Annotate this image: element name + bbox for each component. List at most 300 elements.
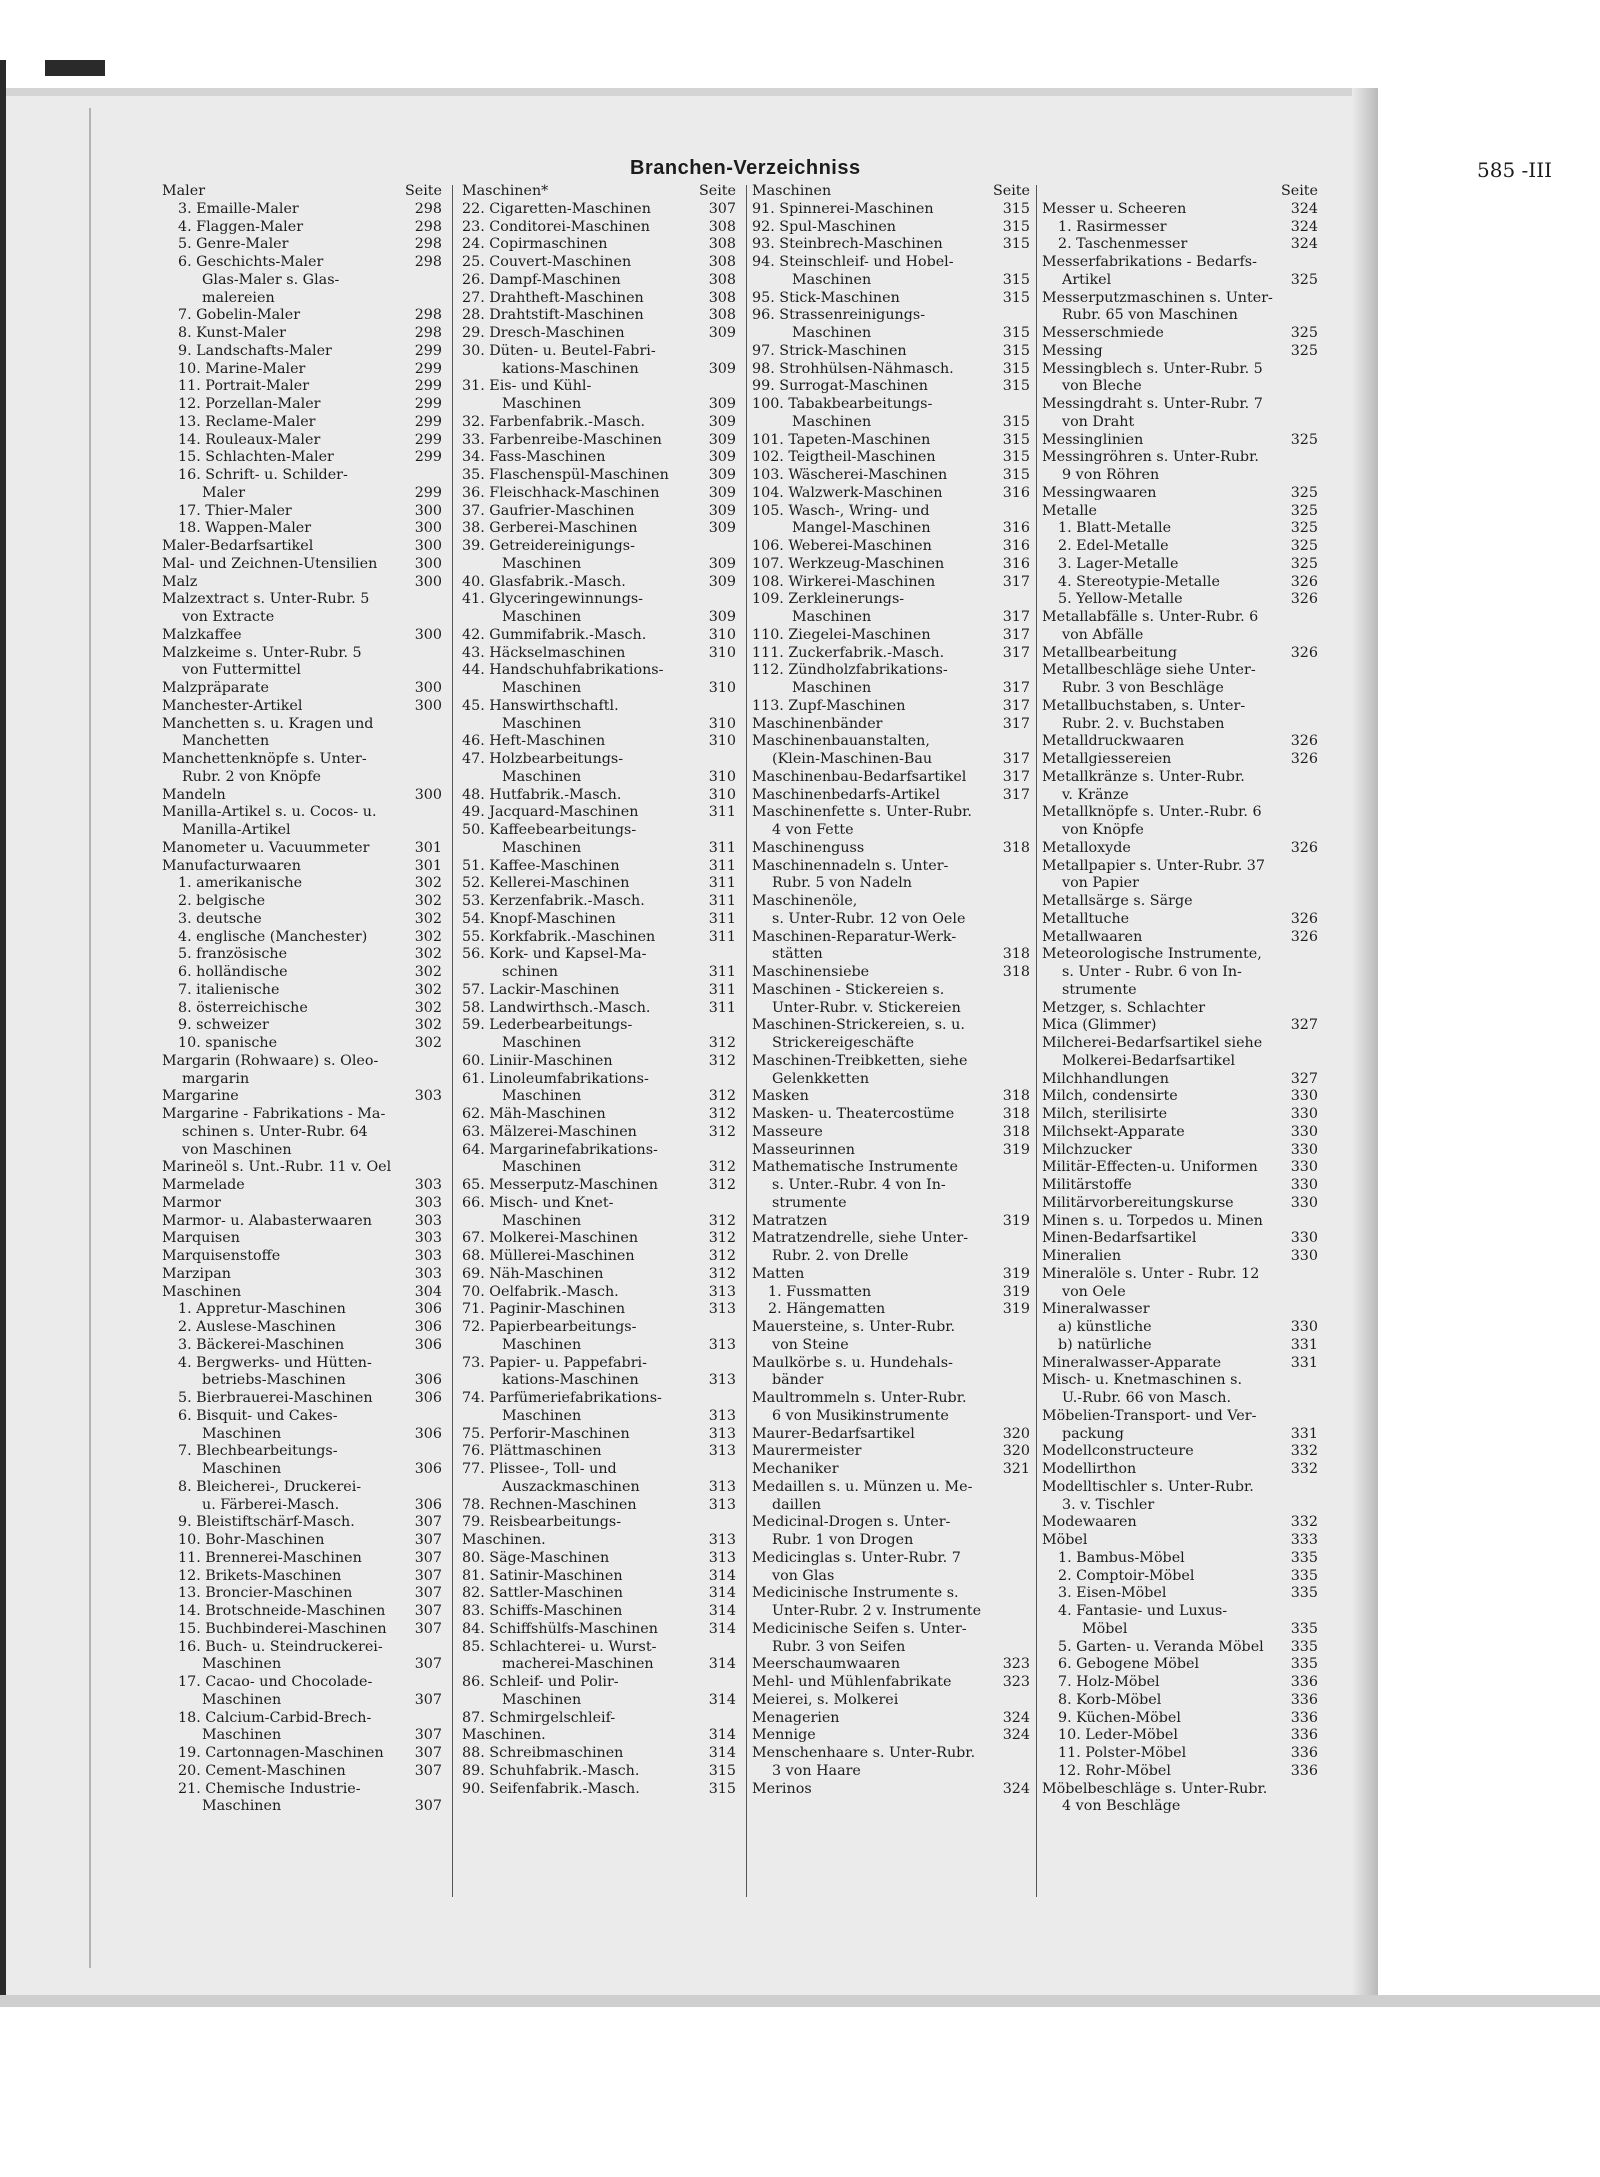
dot-leader [1142, 936, 1287, 941]
entry-text: Manilla-Artikel [182, 822, 291, 838]
index-entry [1042, 1319, 1318, 1337]
index-entry [162, 1710, 442, 1728]
entry-text: 75. Perforir-Maschinen [462, 1425, 630, 1442]
index-entry [162, 911, 442, 929]
page-ref: 335 [1290, 1620, 1318, 1637]
dot-leader [804, 1273, 999, 1278]
entry-text: 3. Bäckerei-Maschinen [178, 1336, 345, 1353]
dot-leader [245, 492, 412, 497]
index-entry [1042, 716, 1318, 734]
page-ref: 306 [414, 1496, 442, 1513]
entry-text: Maschinenbauanstalten, [752, 733, 930, 750]
dot-leader [581, 1415, 706, 1420]
index-entry [462, 1372, 736, 1390]
entry-text: Mechaniker [752, 1461, 839, 1477]
entry-text: Menschenhaare s. Unter-Rubr. [752, 1745, 976, 1761]
page-ref: 335 [1290, 1549, 1318, 1566]
index-entry [462, 716, 736, 734]
page-ref: 315 [1002, 325, 1030, 341]
index-entry [752, 680, 1030, 698]
dot-leader [355, 1521, 412, 1526]
page-ref: 317 [1002, 786, 1030, 803]
entry-text: 2. Auslese-Maschinen [178, 1319, 336, 1335]
page-ref: 314 [708, 1727, 736, 1744]
index-entry [462, 432, 736, 450]
page-ref: 326 [1290, 910, 1318, 927]
index-entry [752, 1781, 1030, 1799]
index-entry [1042, 787, 1318, 805]
index-entry [752, 1745, 1030, 1763]
entry-text: Malzpräparate [162, 680, 270, 696]
page-ref: 311 [708, 893, 736, 909]
index-entry [752, 1301, 1030, 1319]
index-entry [162, 858, 442, 876]
entry-text: Messingblech s. Unter-Rubr. 5 [1042, 360, 1263, 377]
entry-text: 11. Brennerei-Maschinen [178, 1549, 362, 1566]
dot-leader [231, 1273, 412, 1278]
page-ref: 307 [414, 1691, 442, 1708]
index-entry [1042, 1159, 1318, 1177]
dot-leader [352, 1592, 411, 1597]
index-entry [162, 1319, 442, 1337]
entry-text: 40. Glasfabrik.-Masch. [462, 573, 626, 590]
entry-text: Möbel [1042, 1532, 1088, 1548]
page-ref: 309 [708, 609, 736, 625]
page-ref: 313 [708, 1549, 736, 1566]
index-entry [162, 698, 442, 716]
entry-text: 5. französische [178, 946, 288, 963]
dot-leader [650, 1007, 705, 1012]
column-heading: Maschinen [752, 183, 832, 199]
entry-text: 7. Gobelin-Maler [178, 307, 301, 324]
dot-leader [871, 421, 1000, 426]
page-ref: 324 [1002, 1727, 1030, 1744]
index-entry [162, 574, 442, 592]
dot-leader [1187, 243, 1287, 248]
entry-text: Unter-Rubr. 2 v. Instrumente [772, 1603, 982, 1619]
index-entry [752, 520, 1030, 538]
index-entry [162, 1230, 442, 1248]
dot-leader [1178, 1734, 1288, 1739]
page-ref: 317 [1002, 644, 1030, 661]
entry-text: Maschinen [202, 1461, 282, 1477]
page-top-edge [6, 88, 1378, 96]
entry-text: 59. Lederbearbeitungs- [462, 1017, 633, 1034]
entry-text: 20. Cement-Maschinen [178, 1762, 346, 1779]
index-entry [162, 1106, 442, 1124]
index-entry [462, 503, 736, 521]
page-ref: 299 [414, 378, 442, 395]
index-entry [462, 378, 736, 396]
dot-leader [651, 208, 706, 213]
entry-text: Auszackmaschinen [502, 1478, 640, 1495]
index-entry [162, 1443, 442, 1461]
entry-text: 3. Lager-Metalle [1058, 555, 1179, 572]
entry-text: Masken [752, 1088, 809, 1105]
page-ref: 308 [708, 254, 736, 270]
page-ref: 309 [708, 467, 736, 483]
index-entry [162, 432, 442, 450]
page-ref: 303 [414, 1265, 442, 1282]
entry-text: 65. Messerputz-Maschinen [462, 1177, 658, 1193]
dot-leader [581, 1699, 706, 1704]
index-entry [462, 1674, 736, 1692]
dot-leader [279, 989, 411, 994]
dot-leader [623, 1575, 706, 1580]
index-entry [462, 822, 736, 840]
dot-leader [928, 385, 1000, 390]
entry-text: Maschinenbedarfs-Artikel [752, 786, 940, 803]
page-ref: 331 [1290, 1425, 1318, 1442]
entry-text: Maschinen [502, 396, 582, 412]
entry-text: 70. Oelfabrik.-Masch. [462, 1283, 619, 1300]
index-entry [462, 1763, 736, 1781]
index-entry [162, 1248, 442, 1266]
entry-text: 57. Lackir-Maschinen [462, 981, 620, 998]
entry-text: 46. Heft-Maschinen [462, 733, 606, 750]
entry-text: 6. holländische [178, 964, 288, 980]
dot-leader [1169, 545, 1288, 550]
page-ref: 303 [414, 1230, 442, 1247]
dot-leader [645, 900, 706, 905]
entry-text: 8. Korb-Möbel [1058, 1691, 1162, 1708]
entry-text: Messingdraht s. Unter-Rubr. 7 [1042, 396, 1263, 412]
entry-text: Maschinen-Strickereien, s. u. [752, 1017, 965, 1034]
index-entry [752, 840, 1030, 858]
page-ref: 311 [708, 839, 736, 856]
index-entry [752, 307, 1030, 325]
index-entry [462, 875, 736, 893]
page-ref: 310 [708, 626, 736, 643]
entry-text: betriebs-Maschinen [202, 1372, 346, 1389]
entry-text: Mandeln [162, 786, 226, 803]
entry-text: 90. Seifenfabrik.-Masch. [462, 1780, 640, 1797]
dot-leader [605, 456, 705, 461]
entry-text: Maschinen [792, 609, 872, 625]
dot-leader [281, 1805, 412, 1810]
entry-text: 62. Mäh-Maschinen [462, 1106, 606, 1122]
dot-leader [344, 1344, 411, 1349]
index-entry [752, 1479, 1030, 1497]
dot-leader [1129, 918, 1288, 923]
column-header [462, 183, 736, 201]
index-entry [1042, 556, 1318, 574]
dot-leader [1186, 1752, 1288, 1757]
page-ref: 317 [1002, 697, 1030, 714]
column-header [1042, 183, 1318, 201]
page-ref: 302 [414, 893, 442, 909]
entry-text: 73. Papier- u. Pappefabri- [462, 1354, 647, 1371]
entry-text: 10. Bohr-Maschinen [178, 1532, 325, 1548]
entry-text: 91. Spinnerei-Maschinen [752, 200, 934, 217]
dot-leader [341, 1575, 411, 1580]
index-entry [462, 1532, 736, 1550]
entry-text: 10. Leder-Möbel [1058, 1727, 1178, 1744]
entry-text: 100. Tabakbearbeitungs- [752, 396, 933, 412]
dot-leader [269, 1024, 412, 1029]
index-entry [162, 1142, 442, 1160]
dot-leader [581, 616, 706, 621]
index-entry [752, 1639, 1030, 1657]
dot-leader [947, 474, 999, 479]
dot-leader [658, 1628, 706, 1633]
index-entry [462, 574, 736, 592]
entry-text: Maschinen. [462, 1532, 546, 1548]
entry-text: 16. Buch- u. Steindruckerei- [178, 1638, 383, 1655]
index-entry [162, 1035, 442, 1053]
entry-text: Manchetten s. u. Kragen und [162, 715, 374, 732]
index-entry [1042, 1390, 1318, 1408]
dot-leader [639, 368, 706, 373]
dot-leader [622, 1610, 705, 1615]
entry-text: Maschinen [202, 1727, 282, 1744]
entry-text: 36. Fleischhack-Maschinen [462, 484, 660, 501]
entry-text: von Extracte [182, 609, 275, 625]
page-ref: 319 [1002, 1212, 1030, 1229]
index-entry [462, 1497, 736, 1515]
dot-leader [631, 261, 706, 266]
dot-leader [900, 297, 1000, 302]
entry-text: von Steine [772, 1336, 849, 1353]
entry-text: 88. Schreibmaschinen [462, 1745, 624, 1761]
page-ref: 306 [414, 1461, 442, 1477]
dot-leader [369, 847, 411, 852]
entry-text: Rubr. 2 von Knöpfe [182, 768, 321, 785]
column-header [162, 183, 442, 201]
entry-text: 42. Gummifabrik.-Masch. [462, 626, 647, 643]
page-ref: 321 [1002, 1461, 1030, 1477]
dot-leader [1166, 1592, 1287, 1597]
entry-text: 101. Tapeten-Maschinen [752, 431, 931, 448]
dot-leader [321, 403, 412, 408]
entry-text: Milch, condensirte [1042, 1088, 1178, 1105]
entry-text: Rubr. 5 von Nadeln [772, 875, 912, 892]
page-ref: 318 [1002, 839, 1030, 856]
entry-text: Marquisen [162, 1230, 240, 1247]
index-entry [1042, 1674, 1318, 1692]
index-entry [162, 1337, 442, 1355]
page-ref: 336 [1290, 1727, 1318, 1744]
page-ref: 324 [1290, 200, 1318, 217]
dot-leader [1097, 510, 1288, 515]
entry-text: 3. Emaille-Maler [178, 200, 299, 217]
index-entry [752, 609, 1030, 627]
index-entry [1042, 1142, 1318, 1160]
index-entry [752, 254, 1030, 272]
page-ref: 300 [414, 555, 442, 572]
index-entry [752, 929, 1030, 947]
entry-text: 58. Landwirthsch.-Masch. [462, 999, 651, 1016]
page-ref: 306 [414, 1319, 442, 1335]
entry-text: Rubr. 2. v. Buchstaben [1062, 715, 1225, 732]
entry-text: 61. Linoleumfabrikations- [462, 1070, 649, 1087]
index-entry [462, 1319, 736, 1337]
page-ref: 312 [708, 1265, 736, 1282]
index-entry [1042, 272, 1318, 290]
index-entry [462, 804, 736, 822]
index-entry [462, 396, 736, 414]
dot-leader [1152, 1326, 1288, 1331]
index-entry [1042, 1372, 1318, 1390]
index-entry [1042, 1798, 1318, 1816]
entry-text: 9. Küchen-Möbel [1058, 1709, 1181, 1726]
index-entry [462, 1550, 736, 1568]
entry-text: a) künstliche [1058, 1319, 1152, 1335]
entry-text: Milcherei-Bedarfsartikel siehe [1042, 1035, 1263, 1051]
dot-leader [546, 1539, 706, 1544]
dot-leader [645, 421, 706, 426]
page-ref: 308 [708, 218, 736, 235]
dot-leader [1136, 1468, 1288, 1473]
page-ref: 317 [1002, 573, 1030, 590]
entry-text: 9. schweizer [178, 1017, 269, 1034]
page-ref: 335 [1290, 1567, 1318, 1584]
dot-leader [604, 1273, 706, 1278]
page-ref: 336 [1290, 1709, 1318, 1726]
page-ref: 313 [708, 1407, 736, 1424]
index-entry [752, 1195, 1030, 1213]
index-column-2 [462, 183, 736, 1798]
entry-text: 53. Kerzenfabrik.-Masch. [462, 893, 645, 909]
page-ref: 315 [708, 1780, 736, 1797]
entry-text: Maschinennadeln s. Unter- [752, 857, 949, 874]
index-entry [162, 1781, 442, 1799]
index-entry [462, 680, 736, 698]
page-ref: 302 [414, 928, 442, 945]
index-entry [1042, 1195, 1318, 1213]
index-entry [1042, 1248, 1318, 1266]
index-entry [162, 201, 442, 219]
dot-leader [1143, 439, 1287, 444]
dot-leader [1124, 1433, 1288, 1438]
page-ref: 317 [1002, 751, 1030, 767]
index-entry [1042, 1656, 1318, 1674]
dot-leader [942, 492, 999, 497]
entry-text: 37. Gaufrier-Maschinen [462, 502, 635, 519]
entry-text: Rubr. 3 von Beschläge [1062, 680, 1224, 696]
index-entry [1042, 1106, 1318, 1124]
entry-text: 6. Bisquit- und Cakes- [178, 1407, 338, 1424]
index-entry [162, 1550, 442, 1568]
dot-leader [640, 1788, 706, 1793]
entry-text: Marmelade [162, 1177, 245, 1193]
entry-text: s. Unter - Rubr. 6 von In- [1062, 964, 1242, 980]
page-ref: 317 [1002, 680, 1030, 696]
entry-text: 7. italienische [178, 981, 280, 998]
entry-text: 11. Polster-Möbel [1058, 1745, 1187, 1761]
dot-leader [621, 279, 706, 284]
index-entry [752, 290, 1030, 308]
entry-text: 8. österreichische [178, 999, 308, 1016]
page-ref: 330 [1290, 1141, 1318, 1158]
entry-text: 17. Thier-Maler [178, 502, 292, 519]
index-entry [462, 609, 736, 627]
index-entry [752, 432, 1030, 450]
dot-leader [954, 1113, 1000, 1118]
entry-text: 5. Garten- u. Veranda Möbel [1058, 1638, 1264, 1655]
dot-leader [581, 847, 706, 852]
page-ref: 315 [1002, 271, 1030, 288]
index-entry [1042, 1017, 1318, 1035]
entry-text: Metalloxyde [1042, 839, 1131, 856]
dot-leader [655, 936, 705, 941]
dot-leader [616, 918, 706, 923]
page-ref: 302 [414, 1017, 442, 1034]
dot-leader [301, 865, 412, 870]
entry-text: 106. Weberei-Maschinen [752, 538, 932, 554]
entry-text: Glas-Maler s. Glas- [202, 271, 340, 288]
entry-text: Maschinen [792, 413, 872, 430]
page-ref: 302 [414, 1035, 442, 1051]
dot-leader [226, 794, 412, 799]
index-entry [162, 272, 442, 290]
dot-leader [240, 1237, 412, 1242]
entry-text: Maurermeister [752, 1443, 862, 1460]
entry-text: von Maschinen [182, 1141, 292, 1158]
entry-text: Milchzucker [1042, 1141, 1132, 1158]
index-entry [1042, 1727, 1318, 1745]
index-entry [752, 875, 1030, 893]
page-ref: 309 [708, 431, 736, 448]
page-ref: 298 [414, 325, 442, 341]
page-ref: 306 [414, 1372, 442, 1389]
entry-text: 81. Satinir-Maschinen [462, 1567, 623, 1584]
entry-text: Merinos [752, 1780, 812, 1797]
index-entry [462, 538, 736, 556]
index-entry [752, 822, 1030, 840]
index-entry [1042, 1550, 1318, 1568]
dot-leader [931, 527, 1000, 532]
index-entry [752, 396, 1030, 414]
page-ref: 318 [1002, 1123, 1030, 1140]
entry-text: Medicinische Instrumente s. [752, 1585, 959, 1602]
index-entry [462, 1177, 736, 1195]
dot-leader [339, 1504, 412, 1509]
index-entry [162, 840, 442, 858]
page-ref: 314 [708, 1745, 736, 1761]
page-ref: 299 [414, 431, 442, 448]
index-entry [752, 787, 1030, 805]
dot-leader [1185, 1131, 1288, 1136]
page-ref: 307 [414, 1620, 442, 1637]
index-entry [462, 1656, 736, 1674]
page-ref: 317 [1002, 715, 1030, 732]
dot-leader [262, 918, 412, 923]
entry-text: Metallkränze s. Unter-Rubr. [1042, 768, 1245, 785]
index-entry [162, 1621, 442, 1639]
entry-text: 9. Bleistiftschärf-Masch. [178, 1514, 355, 1531]
entry-text: Meteorologische Instrumente, [1042, 946, 1262, 963]
index-entry [752, 1514, 1030, 1532]
index-entry [162, 503, 442, 521]
dot-leader [883, 723, 1000, 728]
index-entry [1042, 254, 1318, 272]
entry-text: von Knöpfe [1062, 822, 1144, 838]
index-entry [752, 1337, 1030, 1355]
entry-text: 38. Gerberei-Maschinen [462, 520, 638, 537]
index-entry [162, 1266, 442, 1284]
page-ref: 332 [1290, 1514, 1318, 1531]
entry-text: Rubr. 2. von Drelle [772, 1248, 909, 1264]
page-ref: 303 [414, 1088, 442, 1105]
index-entry [752, 1390, 1030, 1408]
index-entry [162, 964, 442, 982]
page-ref: 310 [708, 644, 736, 661]
index-entry [1042, 858, 1318, 876]
entry-text: Malzextract s. Unter-Rubr. 5 [162, 591, 370, 608]
entry-text: Militärvorbereitungskurse [1042, 1194, 1234, 1211]
page-ref: 314 [708, 1656, 736, 1673]
